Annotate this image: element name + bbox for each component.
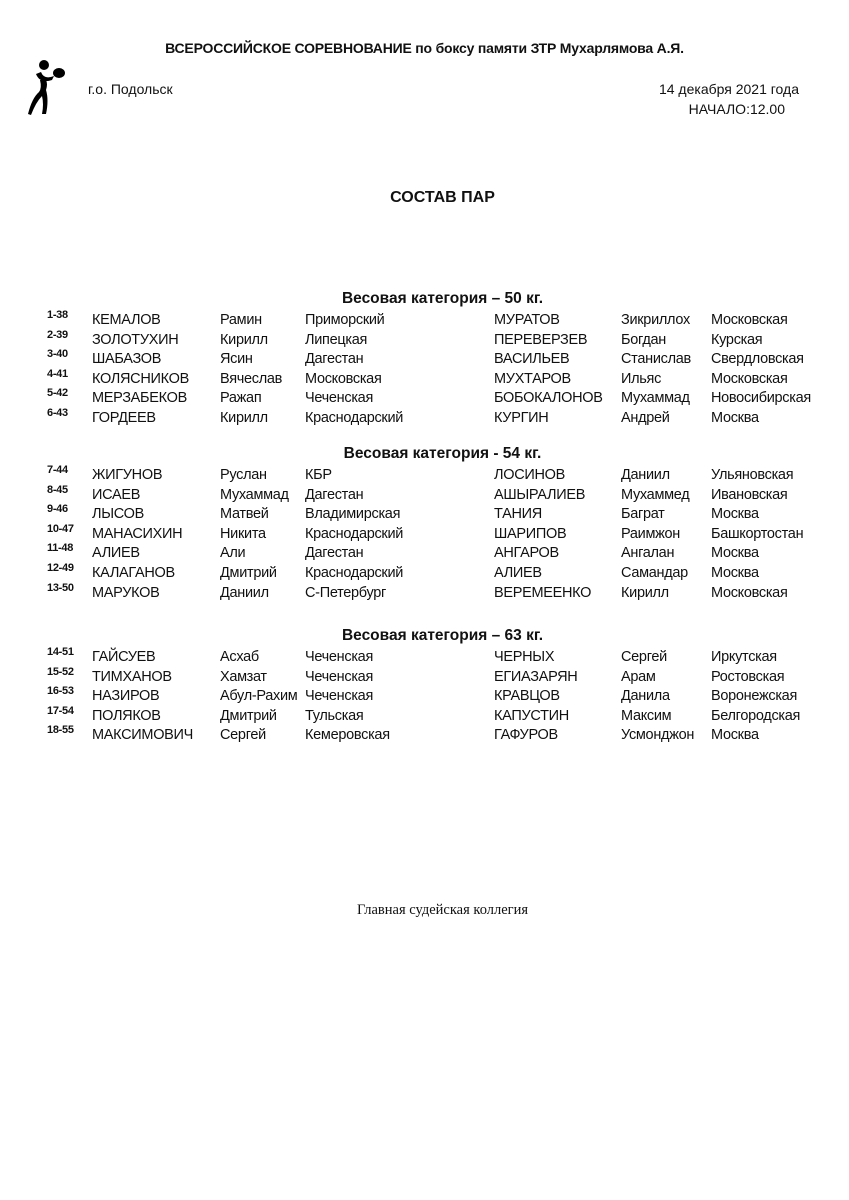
- fighter1-surname: ГАЙСУЕВ: [92, 649, 156, 665]
- fighter1-surname: КЕМАЛОВ: [92, 312, 161, 328]
- fighter2-region: Москва: [711, 727, 759, 744]
- fighter2-region: Башкортостан: [711, 525, 804, 542]
- fighter1-region: Владимирская: [305, 506, 401, 523]
- bout-number: 5-42: [47, 387, 68, 400]
- fighter1-surname: ЛЫСОВ: [92, 506, 144, 523]
- fighter1-region: Приморский: [305, 312, 385, 328]
- fighter1-region: Чеченская: [305, 649, 374, 665]
- fighter2-region: Московская: [711, 370, 788, 387]
- bout-number: 7-44: [47, 464, 68, 476]
- fighter2-name: Богдан: [621, 331, 666, 348]
- fighter2-name: Усмонджон: [621, 727, 695, 744]
- fighter2-surname: МУХТАРОВ: [494, 370, 571, 387]
- fighter1-surname: ПОЛЯКОВ: [92, 707, 161, 724]
- fighter1-name: Ражап: [220, 390, 262, 407]
- fighter1-region: Кемеровская: [305, 727, 390, 744]
- fighter1-name: Али: [220, 545, 246, 562]
- pair-row: [0, 704, 849, 728]
- fighter1-name: Руслан: [220, 467, 267, 483]
- pair-row: [0, 724, 849, 747]
- fighter2-name: Мухаммад: [621, 390, 690, 407]
- fighter1-name: Дмитрий: [220, 707, 277, 724]
- bout-number: 1-38: [47, 309, 68, 321]
- fighter2-surname: КРАВЦОВ: [494, 688, 560, 705]
- pair-row: [0, 665, 849, 689]
- fighter2-surname: АНГАРОВ: [494, 545, 559, 562]
- fighter1-surname: МАРУКОВ: [92, 584, 160, 601]
- fighter2-region: Белгородская: [711, 707, 801, 724]
- fighter2-region: Свердловская: [711, 351, 804, 368]
- fighter2-region: Москва: [711, 506, 759, 523]
- fighter2-surname: ВАСИЛЬЕВ: [494, 351, 570, 368]
- fighter2-surname: БОБОКАЛОНОВ: [494, 390, 603, 407]
- fighter2-name: Самандар: [621, 565, 688, 581]
- fighter2-name: Зикриллох: [621, 312, 690, 328]
- fighter2-region: Москва: [711, 565, 759, 581]
- fighter1-name: Сергей: [220, 727, 266, 744]
- fighter1-region: Чеченская: [305, 390, 374, 407]
- fighter1-region: С-Петербург: [305, 584, 387, 601]
- bout-number: 9-46: [47, 503, 68, 516]
- fighter1-region: Дагестан: [305, 545, 364, 562]
- fighter1-name: Кирилл: [220, 331, 268, 348]
- fighter2-surname: КУРГИН: [494, 410, 549, 426]
- fighter1-surname: НАЗИРОВ: [92, 688, 160, 705]
- pair-row: [0, 503, 849, 526]
- fighter2-name: Сергей: [621, 649, 667, 665]
- fighter1-name: Дмитрий: [220, 565, 277, 581]
- fighter1-region: Московская: [305, 370, 382, 387]
- fighter2-region: Москва: [711, 410, 759, 426]
- fighter1-name: Никита: [220, 525, 266, 542]
- fighter2-surname: ЛОСИНОВ: [494, 467, 566, 483]
- fighter2-surname: ТАНИЯ: [494, 506, 542, 523]
- pair-row: [0, 522, 849, 546]
- bout-number: 11-48: [47, 542, 74, 555]
- fighter2-region: Воронежская: [711, 688, 798, 705]
- bout-number: 10-47: [47, 522, 74, 535]
- bout-number: 13-50: [47, 581, 74, 594]
- fighter1-region: Дагестан: [305, 351, 364, 368]
- fighter2-surname: АШЫРАЛИЕВ: [494, 486, 586, 503]
- fighter2-name: Максим: [621, 707, 672, 724]
- weight-category-title: Весовая категория – 63 кг.: [341, 627, 544, 644]
- bout-number: 2-39: [47, 328, 68, 341]
- boxer-icon: [22, 58, 72, 123]
- fighter1-surname: КАЛАГАНОВ: [92, 565, 175, 581]
- fighter1-region: Краснодарский: [305, 525, 404, 542]
- fighter2-surname: КАПУСТИН: [494, 707, 569, 724]
- footer-signature: Главная судейская коллегия: [356, 902, 529, 918]
- fighter1-name: Абул-Рахим: [220, 688, 298, 705]
- bout-number: 18-55: [47, 724, 74, 737]
- fighter2-name: Данила: [621, 688, 670, 705]
- document-title: ВСЕРОССИЙСКОЕ СОРЕВНОВАНИЕ по боксу памяти ЗТР Мухарлямова А.Я.: [165, 40, 684, 56]
- fighter2-name: Баграт: [621, 506, 665, 523]
- start-time: НАЧАЛО:12.00: [688, 101, 785, 117]
- fighter1-surname: КОЛЯСНИКОВ: [92, 370, 189, 387]
- fighter2-region: Московская: [711, 584, 788, 601]
- fighter2-surname: ВЕРЕМЕЕНКО: [494, 584, 592, 601]
- fighter2-name: Арам: [621, 668, 656, 685]
- fighter1-region: Липецкая: [305, 331, 368, 348]
- pair-row: [0, 367, 849, 391]
- fighter2-region: Ульяновская: [711, 467, 794, 483]
- fighter2-name: Кирилл: [621, 584, 669, 601]
- fighter2-name: Мухаммед: [621, 486, 690, 503]
- fighter1-surname: МАКСИМОВИЧ: [92, 727, 194, 744]
- fighter1-surname: АЛИЕВ: [92, 545, 140, 562]
- pair-row: [0, 562, 849, 585]
- bout-number: 17-54: [47, 704, 74, 717]
- fighter1-surname: ТИМХАНОВ: [92, 668, 172, 685]
- fighter2-surname: ПЕРЕВЕРЗЕВ: [494, 331, 588, 348]
- pair-row: [0, 464, 849, 487]
- fighter2-surname: АЛИЕВ: [494, 565, 542, 581]
- fighter2-name: Ангалан: [621, 545, 675, 562]
- bout-number: 15-52: [47, 665, 74, 678]
- fighter1-name: Рамин: [220, 312, 262, 328]
- fighter1-name: Асхаб: [220, 649, 259, 665]
- fighter2-name: Ильяс: [621, 370, 662, 387]
- pair-row: [0, 685, 849, 708]
- city: г.о. Подольск: [88, 81, 173, 97]
- fighter2-name: Даниил: [621, 467, 670, 483]
- pair-row: [0, 387, 849, 410]
- fighter2-region: Новосибирская: [711, 390, 811, 407]
- fighter2-name: Андрей: [621, 410, 670, 426]
- fighter1-surname: МАНАСИХИН: [92, 525, 183, 542]
- fighter2-surname: ЧЕРНЫХ: [494, 649, 555, 665]
- pair-row: [0, 328, 849, 352]
- pair-row: [0, 542, 849, 565]
- pair-row: [0, 581, 849, 605]
- fighter1-region: Краснодарский: [305, 565, 404, 581]
- fighter2-surname: ГАФУРОВ: [494, 727, 558, 744]
- fighter1-region: КБР: [305, 467, 332, 483]
- fighter1-surname: МЕРЗАБЕКОВ: [92, 390, 187, 407]
- fighter1-surname: ИСАЕВ: [92, 486, 141, 503]
- bout-number: 4-41: [47, 367, 68, 380]
- fighter1-name: Ясин: [220, 351, 253, 368]
- bout-number: 14-51: [47, 646, 74, 658]
- fighter2-surname: ШАРИПОВ: [494, 525, 567, 542]
- fighter1-surname: ГОРДЕЕВ: [92, 410, 156, 426]
- weight-category-title: Весовая категория – 50 кг.: [341, 290, 544, 307]
- fighter1-name: Даниил: [220, 584, 269, 601]
- bout-number: 16-53: [47, 685, 74, 698]
- event-date: 14 декабря 2021 года: [658, 81, 799, 97]
- fighter2-region: Ивановская: [711, 486, 788, 503]
- fighter1-name: Хамзат: [220, 668, 267, 685]
- fighter2-surname: ЕГИАЗАРЯН: [494, 668, 578, 685]
- bout-number: 12-49: [47, 562, 74, 574]
- bout-number: 6-43: [47, 407, 68, 419]
- weight-category-title: Весовая категория - 54 кг.: [343, 445, 542, 462]
- fighter1-region: Тульская: [305, 707, 364, 724]
- fighter1-name: Кирилл: [220, 410, 268, 426]
- bout-number: 3-40: [47, 348, 68, 361]
- fighter2-name: Раимжон: [621, 525, 680, 542]
- fighter2-region: Иркутская: [711, 649, 777, 665]
- fighter1-region: Краснодарский: [305, 410, 404, 426]
- pair-row: [0, 646, 849, 669]
- fighter2-region: Курская: [711, 331, 763, 348]
- fighter1-region: Чеченская: [305, 688, 374, 705]
- fighter1-surname: ШАБАЗОВ: [92, 351, 162, 368]
- fighter1-surname: ЖИГУНОВ: [92, 467, 163, 483]
- fighter2-name: Станислав: [621, 351, 691, 368]
- pair-row: [0, 309, 849, 332]
- bout-number: 8-45: [47, 483, 68, 496]
- fighter2-region: Ростовская: [711, 668, 785, 685]
- fighter1-region: Дагестан: [305, 486, 364, 503]
- fighter1-region: Чеченская: [305, 668, 374, 685]
- fighter2-region: Москва: [711, 545, 759, 562]
- fighter1-name: Мухаммад: [220, 486, 289, 503]
- fighter2-surname: МУРАТОВ: [494, 312, 560, 328]
- pair-row: [0, 348, 849, 371]
- pair-row: [0, 483, 849, 507]
- fighter2-region: Московская: [711, 312, 788, 328]
- fighter1-name: Матвей: [220, 506, 269, 523]
- pair-row: [0, 407, 849, 430]
- fighter1-surname: ЗОЛОТУХИН: [92, 331, 179, 348]
- page-heading: СОСТАВ ПАР: [390, 189, 495, 206]
- fighter1-name: Вячеслав: [220, 370, 283, 387]
